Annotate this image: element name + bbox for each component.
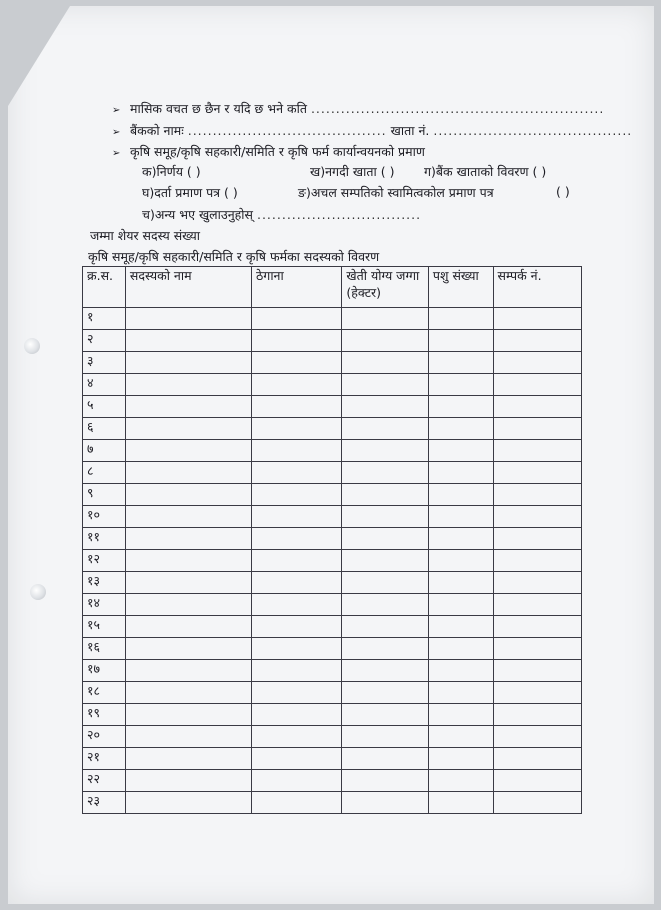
empty-cell (493, 308, 581, 330)
item-nga-paren: ( ) (556, 184, 570, 199)
empty-cell (125, 748, 251, 770)
empty-cell (428, 330, 493, 352)
row-serial: ४ (83, 374, 126, 396)
header-livestock: पशु संख्या (428, 267, 493, 308)
header-member-name: सदस्यको नाम (125, 267, 251, 308)
empty-cell (252, 748, 342, 770)
empty-cell (252, 770, 342, 792)
row-serial: २१ (83, 748, 126, 770)
empty-cell (493, 726, 581, 748)
empty-cell (428, 594, 493, 616)
empty-cell (342, 462, 429, 484)
row-serial: १८ (83, 682, 126, 704)
row-serial: ६ (83, 418, 126, 440)
empty-cell (428, 682, 493, 704)
empty-cell (428, 506, 493, 528)
empty-cell (125, 550, 251, 572)
row-serial: १४ (83, 594, 126, 616)
empty-cell (428, 308, 493, 330)
empty-cell (342, 550, 429, 572)
empty-cell (252, 330, 342, 352)
empty-cell (493, 638, 581, 660)
proof-heading: ➢ कृषि समूह/कृषि सहकारी/समिति र कृषि फर्म कार्यान्वयनको प्रमाण (112, 144, 425, 159)
share-members-label: जम्मा शेयर सदस्य संख्या (90, 228, 200, 243)
empty-cell (342, 308, 429, 330)
empty-cell (252, 550, 342, 572)
empty-cell (252, 660, 342, 682)
empty-cell (342, 484, 429, 506)
empty-cell (493, 682, 581, 704)
empty-cell (342, 418, 429, 440)
table-row (83, 484, 582, 506)
empty-cell (493, 616, 581, 638)
row-serial: ८ (83, 462, 126, 484)
empty-cell (493, 418, 581, 440)
empty-cell (493, 374, 581, 396)
item-ka: क)निर्णय ( ) (142, 164, 201, 179)
table-row (83, 462, 582, 484)
empty-cell (252, 594, 342, 616)
table-row (83, 726, 582, 748)
empty-cell (342, 440, 429, 462)
empty-cell (428, 396, 493, 418)
empty-cell (493, 330, 581, 352)
empty-cell (428, 726, 493, 748)
empty-cell (493, 352, 581, 374)
empty-cell (342, 726, 429, 748)
table-row (83, 550, 582, 572)
empty-cell (252, 506, 342, 528)
row-serial: १६ (83, 638, 126, 660)
item-gha: घ)दर्ता प्रमाण पत्र ( ) (142, 185, 238, 200)
row-serial: १७ (83, 660, 126, 682)
empty-cell (428, 748, 493, 770)
table-row (83, 374, 582, 396)
arrow-bullet-icon: ➢ (112, 105, 121, 116)
empty-cell (428, 418, 493, 440)
header-address: ठेगाना (252, 267, 342, 308)
empty-cell (428, 528, 493, 550)
empty-cell (252, 726, 342, 748)
empty-cell (125, 704, 251, 726)
table-row (83, 770, 582, 792)
empty-cell (252, 638, 342, 660)
empty-cell (493, 484, 581, 506)
header-serial: क्र.स. (83, 267, 126, 308)
empty-cell (125, 726, 251, 748)
table-row (83, 396, 582, 418)
empty-cell (252, 352, 342, 374)
empty-cell (342, 792, 429, 814)
empty-cell (493, 440, 581, 462)
empty-cell (252, 528, 342, 550)
empty-cell (125, 638, 251, 660)
table-row (83, 506, 582, 528)
table-row (83, 418, 582, 440)
table-row (83, 528, 582, 550)
empty-cell (493, 704, 581, 726)
empty-cell (342, 770, 429, 792)
bank-name-line: ➢ बैंकको नामः ........................................ खाता नं. ........................................ (112, 123, 633, 138)
empty-cell (342, 704, 429, 726)
empty-cell (125, 308, 251, 330)
row-serial: १५ (83, 616, 126, 638)
empty-cell (342, 682, 429, 704)
row-serial: ९ (83, 484, 126, 506)
empty-cell (428, 462, 493, 484)
row-serial: ५ (83, 396, 126, 418)
empty-cell (252, 704, 342, 726)
empty-cell (125, 594, 251, 616)
empty-cell (493, 528, 581, 550)
item-kha: ख)नगदी खाता ( ) (310, 164, 395, 179)
folded-corner (8, 6, 70, 106)
table-row (83, 792, 582, 814)
empty-cell (252, 484, 342, 506)
empty-cell (125, 440, 251, 462)
empty-cell (342, 396, 429, 418)
empty-cell (493, 462, 581, 484)
empty-cell (252, 308, 342, 330)
empty-cell (252, 682, 342, 704)
empty-cell (252, 374, 342, 396)
member-table (82, 266, 582, 814)
empty-cell (493, 396, 581, 418)
empty-cell (493, 748, 581, 770)
header-contact: सम्पर्क नं. (493, 267, 581, 308)
empty-cell (428, 550, 493, 572)
monthly-saving-line: ➢ मासिक वचत छ छैन र यदि छ भने कति ........................................................... (112, 101, 605, 116)
table-title: कृषि समूह/कृषि सहकारी/समिति र कृषि फर्मका सदस्यको विवरण (88, 249, 380, 264)
empty-cell (125, 506, 251, 528)
empty-cell (493, 660, 581, 682)
empty-cell (428, 638, 493, 660)
table-header-row (83, 267, 582, 308)
empty-cell (428, 616, 493, 638)
empty-cell (125, 462, 251, 484)
arrow-bullet-icon: ➢ (112, 148, 121, 159)
empty-cell (428, 440, 493, 462)
table-row (83, 572, 582, 594)
empty-cell (342, 594, 429, 616)
empty-cell (493, 506, 581, 528)
row-serial: १० (83, 506, 126, 528)
empty-cell (342, 572, 429, 594)
row-serial: २२ (83, 770, 126, 792)
empty-cell (493, 770, 581, 792)
empty-cell (428, 484, 493, 506)
empty-cell (428, 704, 493, 726)
empty-cell (342, 660, 429, 682)
empty-cell (342, 528, 429, 550)
row-serial: १३ (83, 572, 126, 594)
row-serial: ३ (83, 352, 126, 374)
row-serial: २३ (83, 792, 126, 814)
empty-cell (125, 770, 251, 792)
empty-cell (252, 572, 342, 594)
empty-cell (493, 572, 581, 594)
item-ga: ग)बैंक खाताको विवरण ( ) (424, 164, 547, 179)
item-cha: च)अन्य भए खुलाउनुहोस् ................................. (142, 207, 422, 222)
table-row (83, 330, 582, 352)
empty-cell (125, 396, 251, 418)
table-row (83, 748, 582, 770)
row-serial: १ (83, 308, 126, 330)
empty-cell (428, 352, 493, 374)
empty-cell (252, 418, 342, 440)
empty-cell (342, 638, 429, 660)
empty-cell (493, 594, 581, 616)
empty-cell (125, 792, 251, 814)
table-row (83, 440, 582, 462)
empty-cell (428, 572, 493, 594)
table-row (83, 352, 582, 374)
empty-cell (125, 374, 251, 396)
empty-cell (252, 396, 342, 418)
table-row (83, 308, 582, 330)
empty-cell (493, 550, 581, 572)
row-serial: १९ (83, 704, 126, 726)
empty-cell (125, 352, 251, 374)
table-row (83, 616, 582, 638)
empty-cell (342, 330, 429, 352)
empty-cell (493, 792, 581, 814)
row-serial: २० (83, 726, 126, 748)
row-serial: १२ (83, 550, 126, 572)
arrow-bullet-icon: ➢ (112, 127, 121, 138)
punch-hole (30, 584, 46, 600)
empty-cell (125, 330, 251, 352)
empty-cell (125, 484, 251, 506)
empty-cell (252, 462, 342, 484)
empty-cell (252, 440, 342, 462)
table-row (83, 594, 582, 616)
punch-hole (24, 338, 40, 354)
empty-cell (125, 418, 251, 440)
empty-cell (342, 748, 429, 770)
row-serial: ११ (83, 528, 126, 550)
empty-cell (428, 792, 493, 814)
empty-cell (125, 572, 251, 594)
table-row (83, 682, 582, 704)
empty-cell (428, 374, 493, 396)
empty-cell (342, 374, 429, 396)
empty-cell (252, 792, 342, 814)
row-serial: २ (83, 330, 126, 352)
empty-cell (125, 660, 251, 682)
empty-cell (252, 616, 342, 638)
header-land: खेती योग्य जग्गा (हेक्टर) (342, 267, 429, 308)
empty-cell (428, 660, 493, 682)
item-nga: ङ)अचल सम्पतिको स्वामित्वकोल प्रमाण पत्र (298, 185, 494, 200)
empty-cell (125, 682, 251, 704)
empty-cell (428, 770, 493, 792)
table-row (83, 638, 582, 660)
empty-cell (125, 528, 251, 550)
row-serial: ७ (83, 440, 126, 462)
empty-cell (125, 616, 251, 638)
empty-cell (342, 616, 429, 638)
empty-cell (342, 506, 429, 528)
empty-cell (342, 352, 429, 374)
table-row (83, 660, 582, 682)
table-row (83, 704, 582, 726)
